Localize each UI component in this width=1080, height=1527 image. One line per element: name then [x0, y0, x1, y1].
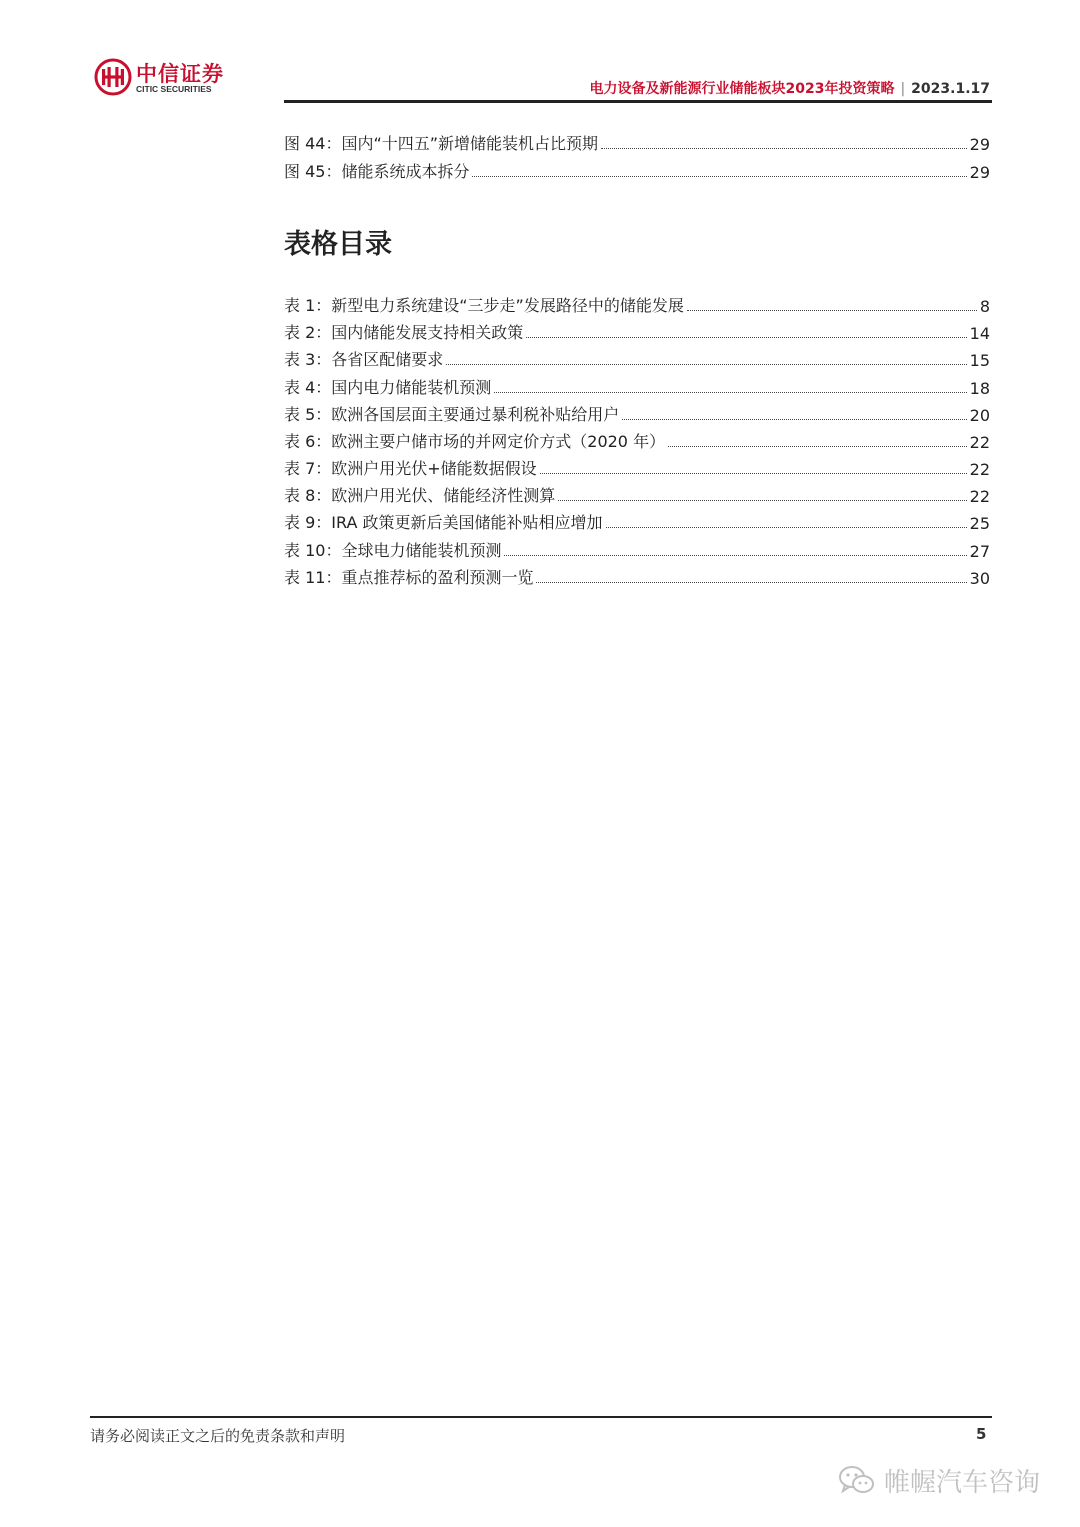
logo-chinese-name: 中信证券: [136, 61, 224, 86]
toc-entry-label: 表 3：各省区配储要求: [284, 350, 444, 369]
toc-entry-table-10[interactable]: [284, 537, 990, 561]
toc-entry-label: 表 4：国内电力储能装机预测: [284, 378, 492, 397]
toc-entry-page: 22: [969, 433, 990, 452]
toc-entry-label: 表 7：欧洲户用光伏+储能数据假设: [284, 459, 537, 478]
toc-entry-label: 表 5：欧洲各国层面主要通过暴利税补贴给用户: [284, 405, 620, 424]
toc-entry-page: 20: [969, 406, 990, 425]
toc-entry-table-5[interactable]: [284, 401, 990, 425]
toc-entry-page: 15: [969, 351, 990, 370]
toc-entry-table-1[interactable]: [284, 292, 990, 316]
footer-divider: [90, 1416, 992, 1418]
toc-leader-dots: [668, 444, 967, 447]
toc-leader-dots: [504, 553, 966, 556]
toc-entry-page: 29: [969, 163, 990, 182]
toc-entry-label: 图 44：国内“十四五”新增储能装机占比预期: [284, 134, 599, 153]
toc-leader-dots: [558, 498, 966, 501]
toc-entry-table-3[interactable]: [284, 346, 990, 370]
toc-entry-page: 27: [969, 542, 990, 561]
toc-entry-label: 表 10：全球电力储能装机预测: [284, 541, 502, 560]
toc-entry-page: 25: [969, 514, 990, 533]
toc-entry-table-11[interactable]: [284, 564, 990, 588]
toc-entry-label: 图 45：储能系统成本拆分: [284, 162, 470, 181]
toc-entry-page: 8: [979, 297, 990, 316]
toc-entry-label: 表 1：新型电力系统建设“三步走”发展路径中的储能发展: [284, 296, 684, 315]
toc-entry-figure-45[interactable]: [284, 158, 990, 182]
report-title: 电力设备及新能源行业储能板块2023年投资策略: [589, 81, 895, 97]
toc-leader-dots: [526, 335, 966, 338]
toc-entry-table-2[interactable]: [284, 319, 990, 343]
toc-entry-page: 22: [969, 460, 990, 479]
toc-entry-label: 表 11：重点推荐标的盈利预测一览: [284, 568, 534, 587]
toc-entry-label: 表 6：欧洲主要户储市场的并网定价方式（2020 年）: [284, 432, 666, 451]
header-divider: [284, 100, 992, 103]
citic-logo-icon: [94, 58, 132, 96]
toc-entry-table-9[interactable]: [284, 509, 990, 533]
header-separator: |: [900, 81, 906, 97]
toc-entry-page: 29: [969, 135, 990, 154]
toc-entry-page: 30: [969, 569, 990, 588]
toc-entry-page: 14: [969, 324, 990, 343]
toc-entry-table-8[interactable]: [284, 482, 990, 506]
toc-leader-dots: [687, 308, 977, 311]
toc-leader-dots: [540, 471, 967, 474]
toc-leader-dots: [472, 174, 966, 177]
toc-entry-table-6[interactable]: [284, 428, 990, 452]
footer-page-number: 5: [976, 1425, 987, 1443]
toc-leader-dots: [446, 362, 966, 365]
toc-entry-figure-44[interactable]: [284, 130, 990, 154]
toc-entry-page: 22: [969, 487, 990, 506]
toc-entry-label: 表 9：IRA 政策更新后美国储能补贴相应增加: [284, 513, 603, 532]
toc-entry-label: 表 2：国内储能发展支持相关政策: [284, 323, 524, 342]
toc-entry-table-4[interactable]: [284, 374, 990, 398]
toc-leader-dots: [622, 417, 966, 420]
footer-disclaimer: 请务必阅读正文之后的免责条款和声明: [90, 1427, 346, 1445]
toc-entry-label: 表 8：欧洲户用光伏、储能经济性测算: [284, 486, 556, 505]
toc-leader-dots: [606, 525, 967, 528]
report-header: [589, 78, 990, 98]
section-title-tables: 表格目录: [284, 229, 392, 260]
wechat-icon: [838, 1464, 876, 1496]
toc-entry-table-7[interactable]: [284, 455, 990, 479]
watermark-text: 帷幄汽车咨询: [884, 1467, 1041, 1498]
logo-english-name: CITIC SECURITIES: [136, 84, 212, 94]
toc-leader-dots: [494, 390, 966, 393]
report-date: 2023.1.17: [911, 81, 990, 97]
toc-entry-page: 18: [969, 379, 990, 398]
toc-leader-dots: [601, 146, 967, 149]
watermark: [838, 1460, 1040, 1500]
citic-logo: [94, 58, 239, 100]
toc-leader-dots: [536, 580, 966, 583]
